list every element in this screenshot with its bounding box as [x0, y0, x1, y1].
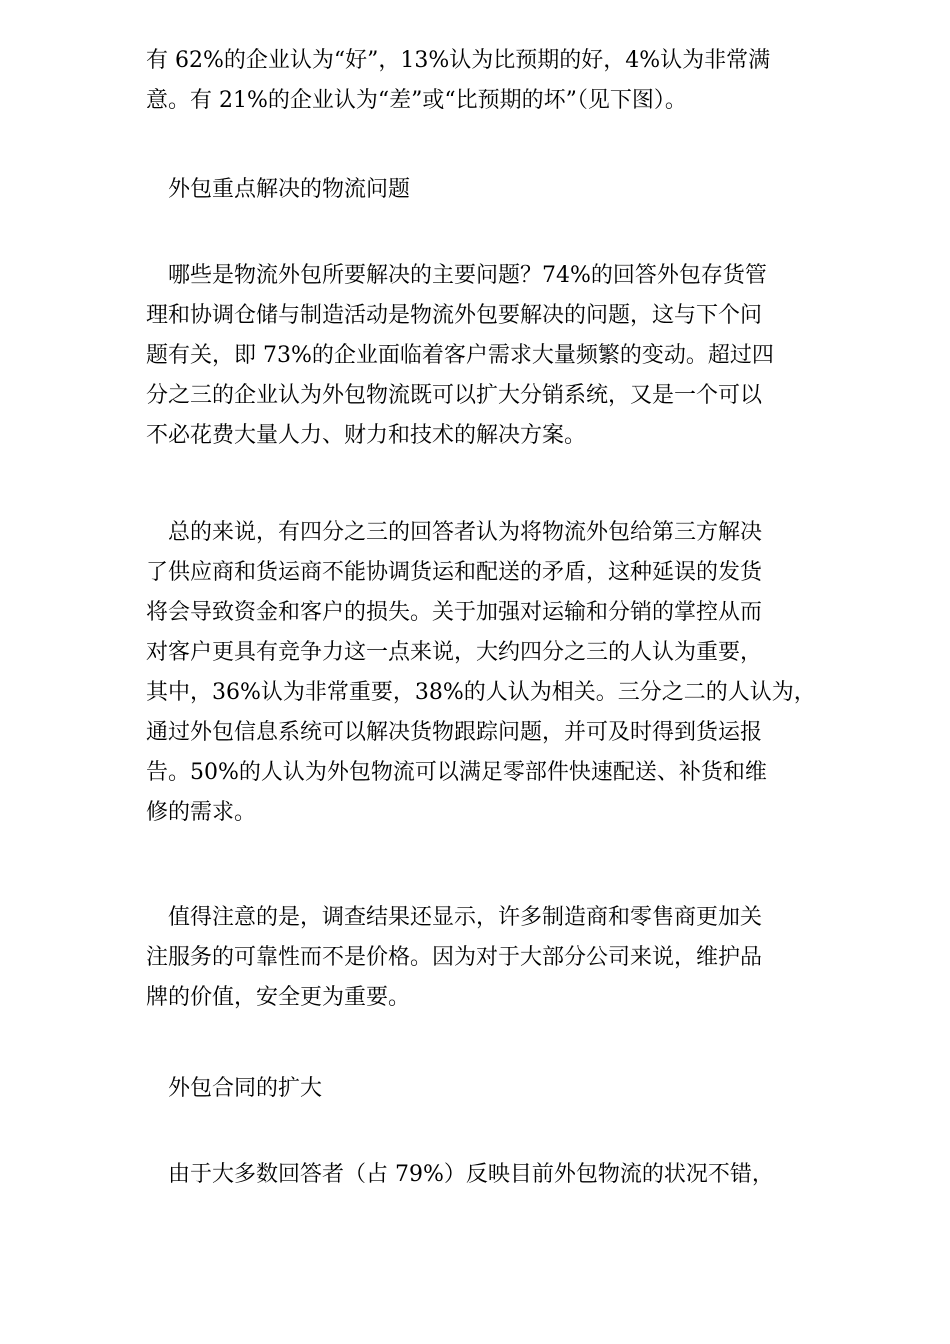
text-line: 分之三的企业认为外包物流既可以扩大分销系统，又是一个可以 — [146, 383, 763, 408]
text-line: 值得注意的是，调查结果还显示，许多制造商和零售商更加关 — [146, 905, 763, 930]
text-line: 哪些是物流外包所要解决的主要问题？74%的回答外包存货管 — [146, 263, 767, 288]
text-line: 注服务的可靠性而不是价格。因为对于大部分公司来说，维护品 — [146, 945, 763, 970]
text-line: 由于大多数回答者（占 79%）反映目前外包物流的状况不错， — [146, 1162, 774, 1187]
paragraph-main-issues — [146, 256, 774, 456]
paragraph-contract-start — [146, 1155, 774, 1195]
text-line: 意。有 21%的企业认为“差”或“比预期的坏”（见下图）。 — [146, 88, 687, 113]
section-heading-contract-expansion — [146, 1069, 322, 1109]
text-line: 理和协调仓储与制造活动是物流外包要解决的问题，这与下个问 — [146, 303, 763, 328]
text-line: 告。50%的人认为外包物流可以满足零部件快速配送、补货和维 — [146, 760, 767, 785]
text-line: 不必花费大量人力、财力和技术的解决方案。 — [146, 423, 587, 448]
text-line: 有 62%的企业认为“好”，13%认为比预期的好，4%认为非常满 — [146, 48, 771, 73]
text-line: 了供应商和货运商不能协调货运和配送的矛盾，这种延误的发货 — [146, 560, 763, 585]
text-line: 其中，36%认为非常重要，38%的人认为相关。三分之二的人认为， — [146, 680, 816, 705]
text-line: 通过外包信息系统可以解决货物跟踪问题，并可及时得到货运报 — [146, 720, 763, 745]
heading-text: 外包合同的扩大 — [146, 1076, 323, 1101]
text-line: 将会导致资金和客户的损失。关于加强对运输和分销的掌控从而 — [146, 600, 763, 625]
text-line: 牌的价值，安全更为重要。 — [146, 985, 411, 1010]
paragraph-overall — [146, 513, 816, 833]
text-line: 题有关，即 73%的企业面临着客户需求大量频繁的变动。超过四 — [146, 343, 774, 368]
paragraph-satisfaction — [146, 41, 770, 121]
section-heading-key-issues — [146, 170, 410, 210]
text-line: 总的来说，有四分之三的回答者认为将物流外包给第三方解决 — [146, 520, 763, 545]
paragraph-reliability — [146, 898, 762, 1018]
heading-text: 外包重点解决的物流问题 — [146, 177, 411, 202]
text-line: 修的需求。 — [146, 800, 257, 825]
text-line: 对客户更具有竞争力这一点来说，大约四分之三的人认为重要， — [146, 640, 763, 665]
